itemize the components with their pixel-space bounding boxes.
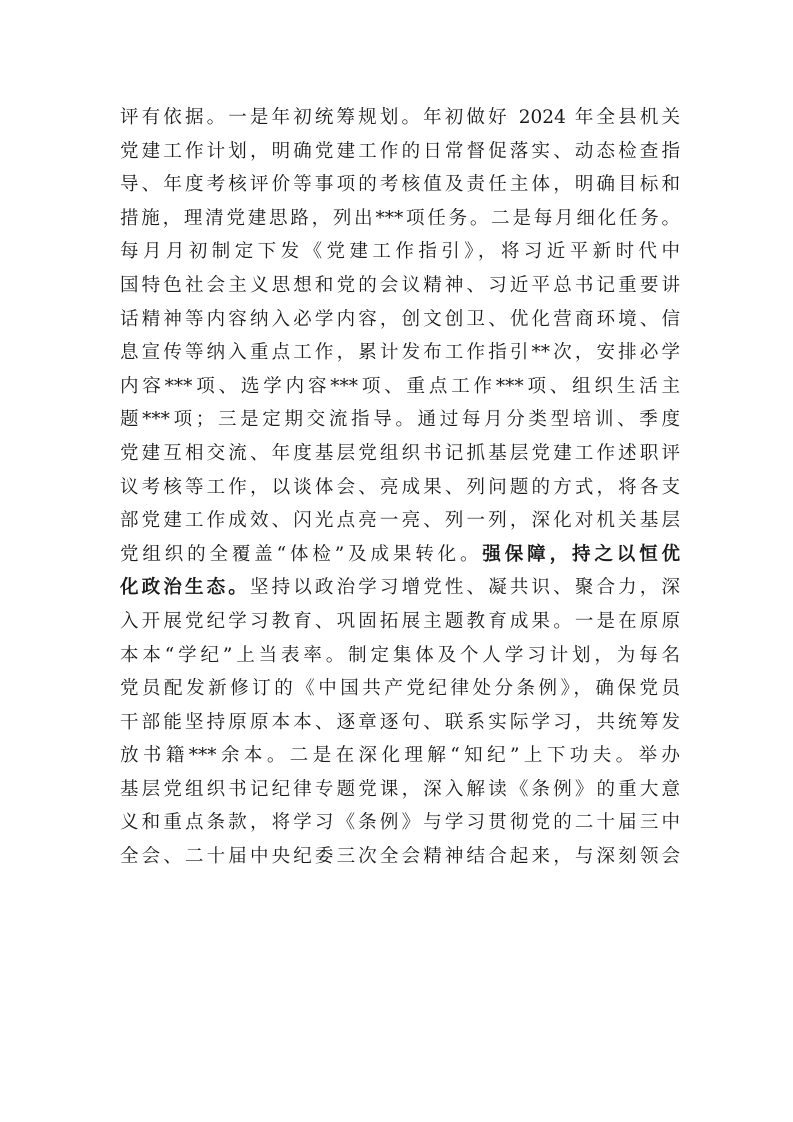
text-line-15 [120, 571, 680, 605]
text-line-21: 基层党组织书记纪律专题党课，深入解读《条例》的重大意 [120, 778, 680, 800]
text-line-19: 干部能坚持原原本本、逐章逐句、联系实际学习，共统筹发 [120, 711, 680, 733]
body-text [120, 101, 680, 874]
text-line-4: 措施，理清党建思路，列出***项任务。二是每月细化任务。 [120, 207, 680, 229]
text-line-15-normal: 坚持以政治学习增党性、凝共识、聚合力，深 [249, 577, 680, 599]
text-line-7: 话精神等内容纳入必学内容，创文创卫、优化营商环境、信 [120, 308, 680, 330]
text-line-20: 放书籍***余本。二是在深化理解“知纪”上下功夫。举办 [120, 745, 680, 767]
text-line-12: 议考核等工作，以谈体会、亮成果、列问题的方式，将各支 [120, 476, 680, 498]
text-line-23: 全会、二十届中央纪委三次全会精神结合起来，与深刻领会 [120, 846, 680, 868]
text-line-8: 息宣传等纳入重点工作，累计发布工作指引**次，安排必学 [120, 342, 680, 364]
text-line-14 [120, 538, 680, 572]
text-line-3: 导、年度考核评价等事项的考核值及责任主体，明确目标和 [120, 174, 680, 196]
text-line-5: 每月月初制定下发《党建工作指引》，将习近平新时代中 [120, 241, 680, 263]
text-line-14-normal: 党组织的全覆盖“体检”及成果转化。 [120, 543, 483, 565]
text-line-17: 本本“学纪”上当表率。制定集体及个人学习计划，为每名 [120, 644, 680, 666]
text-line-6: 国特色社会主义思想和党的会议精神、习近平总书记重要讲 [120, 274, 680, 296]
text-line-2: 党建工作计划，明确党建工作的日常督促落实、动态检查指 [120, 140, 680, 162]
text-line-11: 党建互相交流、年度基层党组织书记抓基层党建工作述职评 [120, 442, 680, 464]
text-line-22: 义和重点条款，将学习《条例》与学习贯彻党的二十届三中 [120, 812, 680, 834]
text-line-9: 内容***项、选学内容***项、重点工作***项、组织生活主 [120, 375, 680, 397]
text-line-10: 题***项；三是定期交流指导。通过每月分类型培训、季度 [120, 409, 680, 431]
section-heading-part-2: 化政治生态。 [120, 577, 250, 599]
text-line-18: 党员配发新修订的《中国共产党纪律处分条例》，确保党员 [120, 678, 680, 700]
section-heading-part-1: 强保障，持之以恒优 [482, 543, 680, 565]
text-line-13: 部党建工作成效、闪光点亮一亮、列一列，深化对机关基层 [120, 510, 680, 532]
text-line-16: 入开展党纪学习教育、巩固拓展主题教育成果。一是在原原 [120, 610, 680, 632]
text-line-1: 评有依据。一是年初统筹规划。年初做好 2024 年全县机关 [120, 107, 680, 128]
